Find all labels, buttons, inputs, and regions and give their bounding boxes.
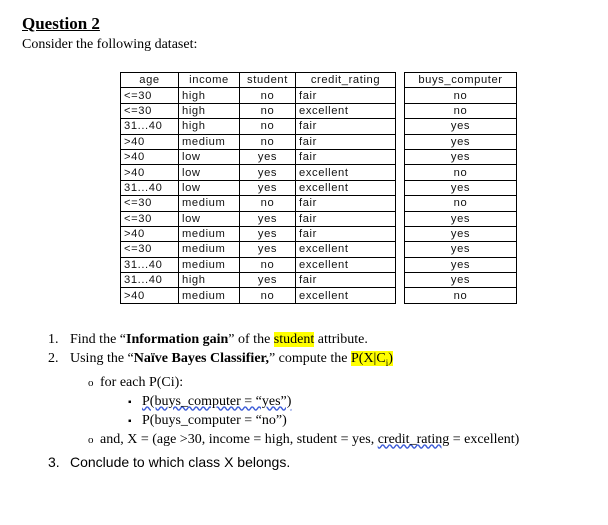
table-row bbox=[121, 211, 517, 226]
cell-buys-computer: yes bbox=[405, 226, 517, 241]
q2-highlight bbox=[351, 351, 393, 366]
cell-student: yes bbox=[240, 226, 296, 241]
cell-student: yes bbox=[240, 211, 296, 226]
q2-x-text-post: = excellent) bbox=[449, 431, 520, 447]
question-1 bbox=[48, 330, 519, 349]
row-gap bbox=[396, 88, 405, 103]
row-gap bbox=[396, 211, 405, 226]
table-row bbox=[121, 242, 517, 257]
q2-text-pre: Using the “ bbox=[70, 351, 134, 366]
cell-income: low bbox=[179, 165, 240, 180]
row-gap bbox=[396, 149, 405, 164]
cell-credit-rating: fair bbox=[296, 88, 396, 103]
row-gap bbox=[396, 242, 405, 257]
question-3 bbox=[48, 453, 519, 472]
column-gap bbox=[396, 73, 405, 88]
question-title: Question 2 bbox=[22, 14, 100, 33]
cell-age: 31...40 bbox=[121, 119, 179, 134]
cell-credit-rating: excellent bbox=[296, 257, 396, 272]
row-gap bbox=[396, 119, 405, 134]
cell-student: yes bbox=[240, 149, 296, 164]
q2-highlight-text: P(X|C bbox=[351, 351, 386, 366]
cell-student: yes bbox=[240, 242, 296, 257]
table-row bbox=[121, 226, 517, 241]
cell-buys-computer: yes bbox=[405, 211, 517, 226]
table-row bbox=[121, 165, 517, 180]
cell-income: low bbox=[179, 211, 240, 226]
row-gap bbox=[396, 134, 405, 149]
cell-buys-computer: yes bbox=[405, 242, 517, 257]
cell-credit-rating: excellent bbox=[296, 288, 396, 303]
cell-credit-rating: fair bbox=[296, 211, 396, 226]
cell-student: yes bbox=[240, 180, 296, 195]
cell-student: no bbox=[240, 257, 296, 272]
cell-age: >40 bbox=[121, 149, 179, 164]
table-row bbox=[121, 103, 517, 118]
cell-buys-computer: yes bbox=[405, 180, 517, 195]
cell-student: no bbox=[240, 103, 296, 118]
column-header-credit-rating: credit_rating bbox=[296, 73, 396, 88]
row-gap bbox=[396, 180, 405, 195]
q2-bold-term: Naïve Bayes Classifier, bbox=[133, 351, 269, 366]
cell-buys-computer: no bbox=[405, 165, 517, 180]
cell-student: no bbox=[240, 88, 296, 103]
question-2 bbox=[48, 349, 519, 373]
cell-student: yes bbox=[240, 165, 296, 180]
cell-income: medium bbox=[179, 242, 240, 257]
q1-highlight: student bbox=[273, 332, 315, 347]
q2-subitem-each bbox=[48, 373, 519, 392]
table-body bbox=[121, 88, 517, 303]
cell-age: <=30 bbox=[121, 88, 179, 103]
cell-income: medium bbox=[179, 134, 240, 149]
cell-age: <=30 bbox=[121, 103, 179, 118]
cell-buys-computer: no bbox=[405, 196, 517, 211]
cell-credit-rating: fair bbox=[296, 273, 396, 288]
circle-bullet-icon: o bbox=[88, 433, 94, 446]
row-gap bbox=[396, 103, 405, 118]
table-row bbox=[121, 257, 517, 272]
cell-credit-rating: fair bbox=[296, 149, 396, 164]
table-row bbox=[121, 180, 517, 195]
cell-buys-computer: no bbox=[405, 103, 517, 118]
table-row bbox=[121, 196, 517, 211]
cell-buys-computer: no bbox=[405, 288, 517, 303]
q2-x-text-pre: and, X = (age >30, income = high, student = yes, bbox=[100, 431, 378, 447]
q1-text-pre: Find the “ bbox=[70, 332, 126, 347]
cell-age: 31...40 bbox=[121, 257, 179, 272]
intro-text: Consider the following dataset: bbox=[22, 37, 198, 52]
cell-age: <=30 bbox=[121, 211, 179, 226]
cell-age: >40 bbox=[121, 134, 179, 149]
cell-credit-rating: fair bbox=[296, 196, 396, 211]
table-row bbox=[121, 288, 517, 303]
table-row bbox=[121, 273, 517, 288]
cell-credit-rating: excellent bbox=[296, 165, 396, 180]
square-bullet-icon: ▪ bbox=[128, 396, 132, 408]
q2-subitem-x bbox=[48, 430, 519, 449]
cell-income: medium bbox=[179, 196, 240, 211]
circle-bullet-icon: o bbox=[88, 376, 94, 389]
column-header-student: student bbox=[240, 73, 296, 88]
q3-text: Conclude to which class X belongs. bbox=[70, 453, 291, 470]
cell-buys-computer: yes bbox=[405, 257, 517, 272]
row-gap bbox=[396, 226, 405, 241]
q2-x-wavy-term: credit_rating bbox=[377, 431, 450, 447]
cell-income: high bbox=[179, 273, 240, 288]
cell-buys-computer: yes bbox=[405, 273, 517, 288]
table-header-row bbox=[121, 73, 517, 88]
table-row bbox=[121, 88, 517, 103]
cell-buys-computer: yes bbox=[405, 119, 517, 134]
row-gap bbox=[396, 273, 405, 288]
cell-buys-computer: no bbox=[405, 88, 517, 103]
cell-age: >40 bbox=[121, 226, 179, 241]
cell-income: high bbox=[179, 88, 240, 103]
q2-item-no-text: P(buys_computer = “no”) bbox=[142, 412, 287, 428]
cell-student: no bbox=[240, 134, 296, 149]
cell-age: <=30 bbox=[121, 242, 179, 257]
cell-income: low bbox=[179, 180, 240, 195]
cell-income: high bbox=[179, 119, 240, 134]
column-header-buys-computer: buys_computer bbox=[405, 73, 517, 88]
row-gap bbox=[396, 257, 405, 272]
table-row bbox=[121, 134, 517, 149]
q2-item-no bbox=[48, 411, 519, 430]
q2-highlight-sub: i bbox=[385, 357, 389, 368]
cell-credit-rating: excellent bbox=[296, 180, 396, 195]
row-gap bbox=[396, 196, 405, 211]
cell-income: low bbox=[179, 149, 240, 164]
cell-student: no bbox=[240, 196, 296, 211]
q1-text-post: attribute. bbox=[314, 332, 368, 347]
column-header-income: income bbox=[179, 73, 240, 88]
cell-credit-rating: fair bbox=[296, 134, 396, 149]
q2-highlight-end: ) bbox=[388, 351, 393, 366]
cell-income: medium bbox=[179, 226, 240, 241]
cell-income: medium bbox=[179, 257, 240, 272]
question-number: 3. bbox=[48, 453, 60, 470]
dataset-table bbox=[120, 72, 517, 304]
cell-buys-computer: yes bbox=[405, 134, 517, 149]
q2-sub-text: for each P(Ci): bbox=[100, 374, 184, 390]
question-list bbox=[48, 330, 519, 472]
cell-age: <=30 bbox=[121, 196, 179, 211]
cell-income: medium bbox=[179, 288, 240, 303]
q1-text-mid: ” of the bbox=[228, 332, 274, 347]
table-row bbox=[121, 149, 517, 164]
cell-income: high bbox=[179, 103, 240, 118]
cell-student: yes bbox=[240, 273, 296, 288]
table-row bbox=[121, 119, 517, 134]
cell-student: no bbox=[240, 119, 296, 134]
q1-bold-term: Information gain bbox=[126, 332, 229, 347]
q2-item-yes-text: P(buys_computer = “yes”) bbox=[142, 393, 292, 409]
question-number: 2. bbox=[48, 351, 59, 366]
cell-credit-rating: excellent bbox=[296, 242, 396, 257]
cell-age: >40 bbox=[121, 165, 179, 180]
cell-age: >40 bbox=[121, 288, 179, 303]
row-gap bbox=[396, 165, 405, 180]
cell-age: 31...40 bbox=[121, 273, 179, 288]
cell-credit-rating: fair bbox=[296, 226, 396, 241]
column-header-age: age bbox=[121, 73, 179, 88]
cell-student: no bbox=[240, 288, 296, 303]
q2-item-yes bbox=[48, 392, 519, 411]
cell-credit-rating: fair bbox=[296, 119, 396, 134]
row-gap bbox=[396, 288, 405, 303]
square-bullet-icon: ▪ bbox=[128, 415, 132, 427]
cell-buys-computer: yes bbox=[405, 149, 517, 164]
q2-text-mid: ” compute the bbox=[268, 351, 351, 366]
cell-age: 31...40 bbox=[121, 180, 179, 195]
question-number: 1. bbox=[48, 332, 59, 347]
cell-credit-rating: excellent bbox=[296, 103, 396, 118]
